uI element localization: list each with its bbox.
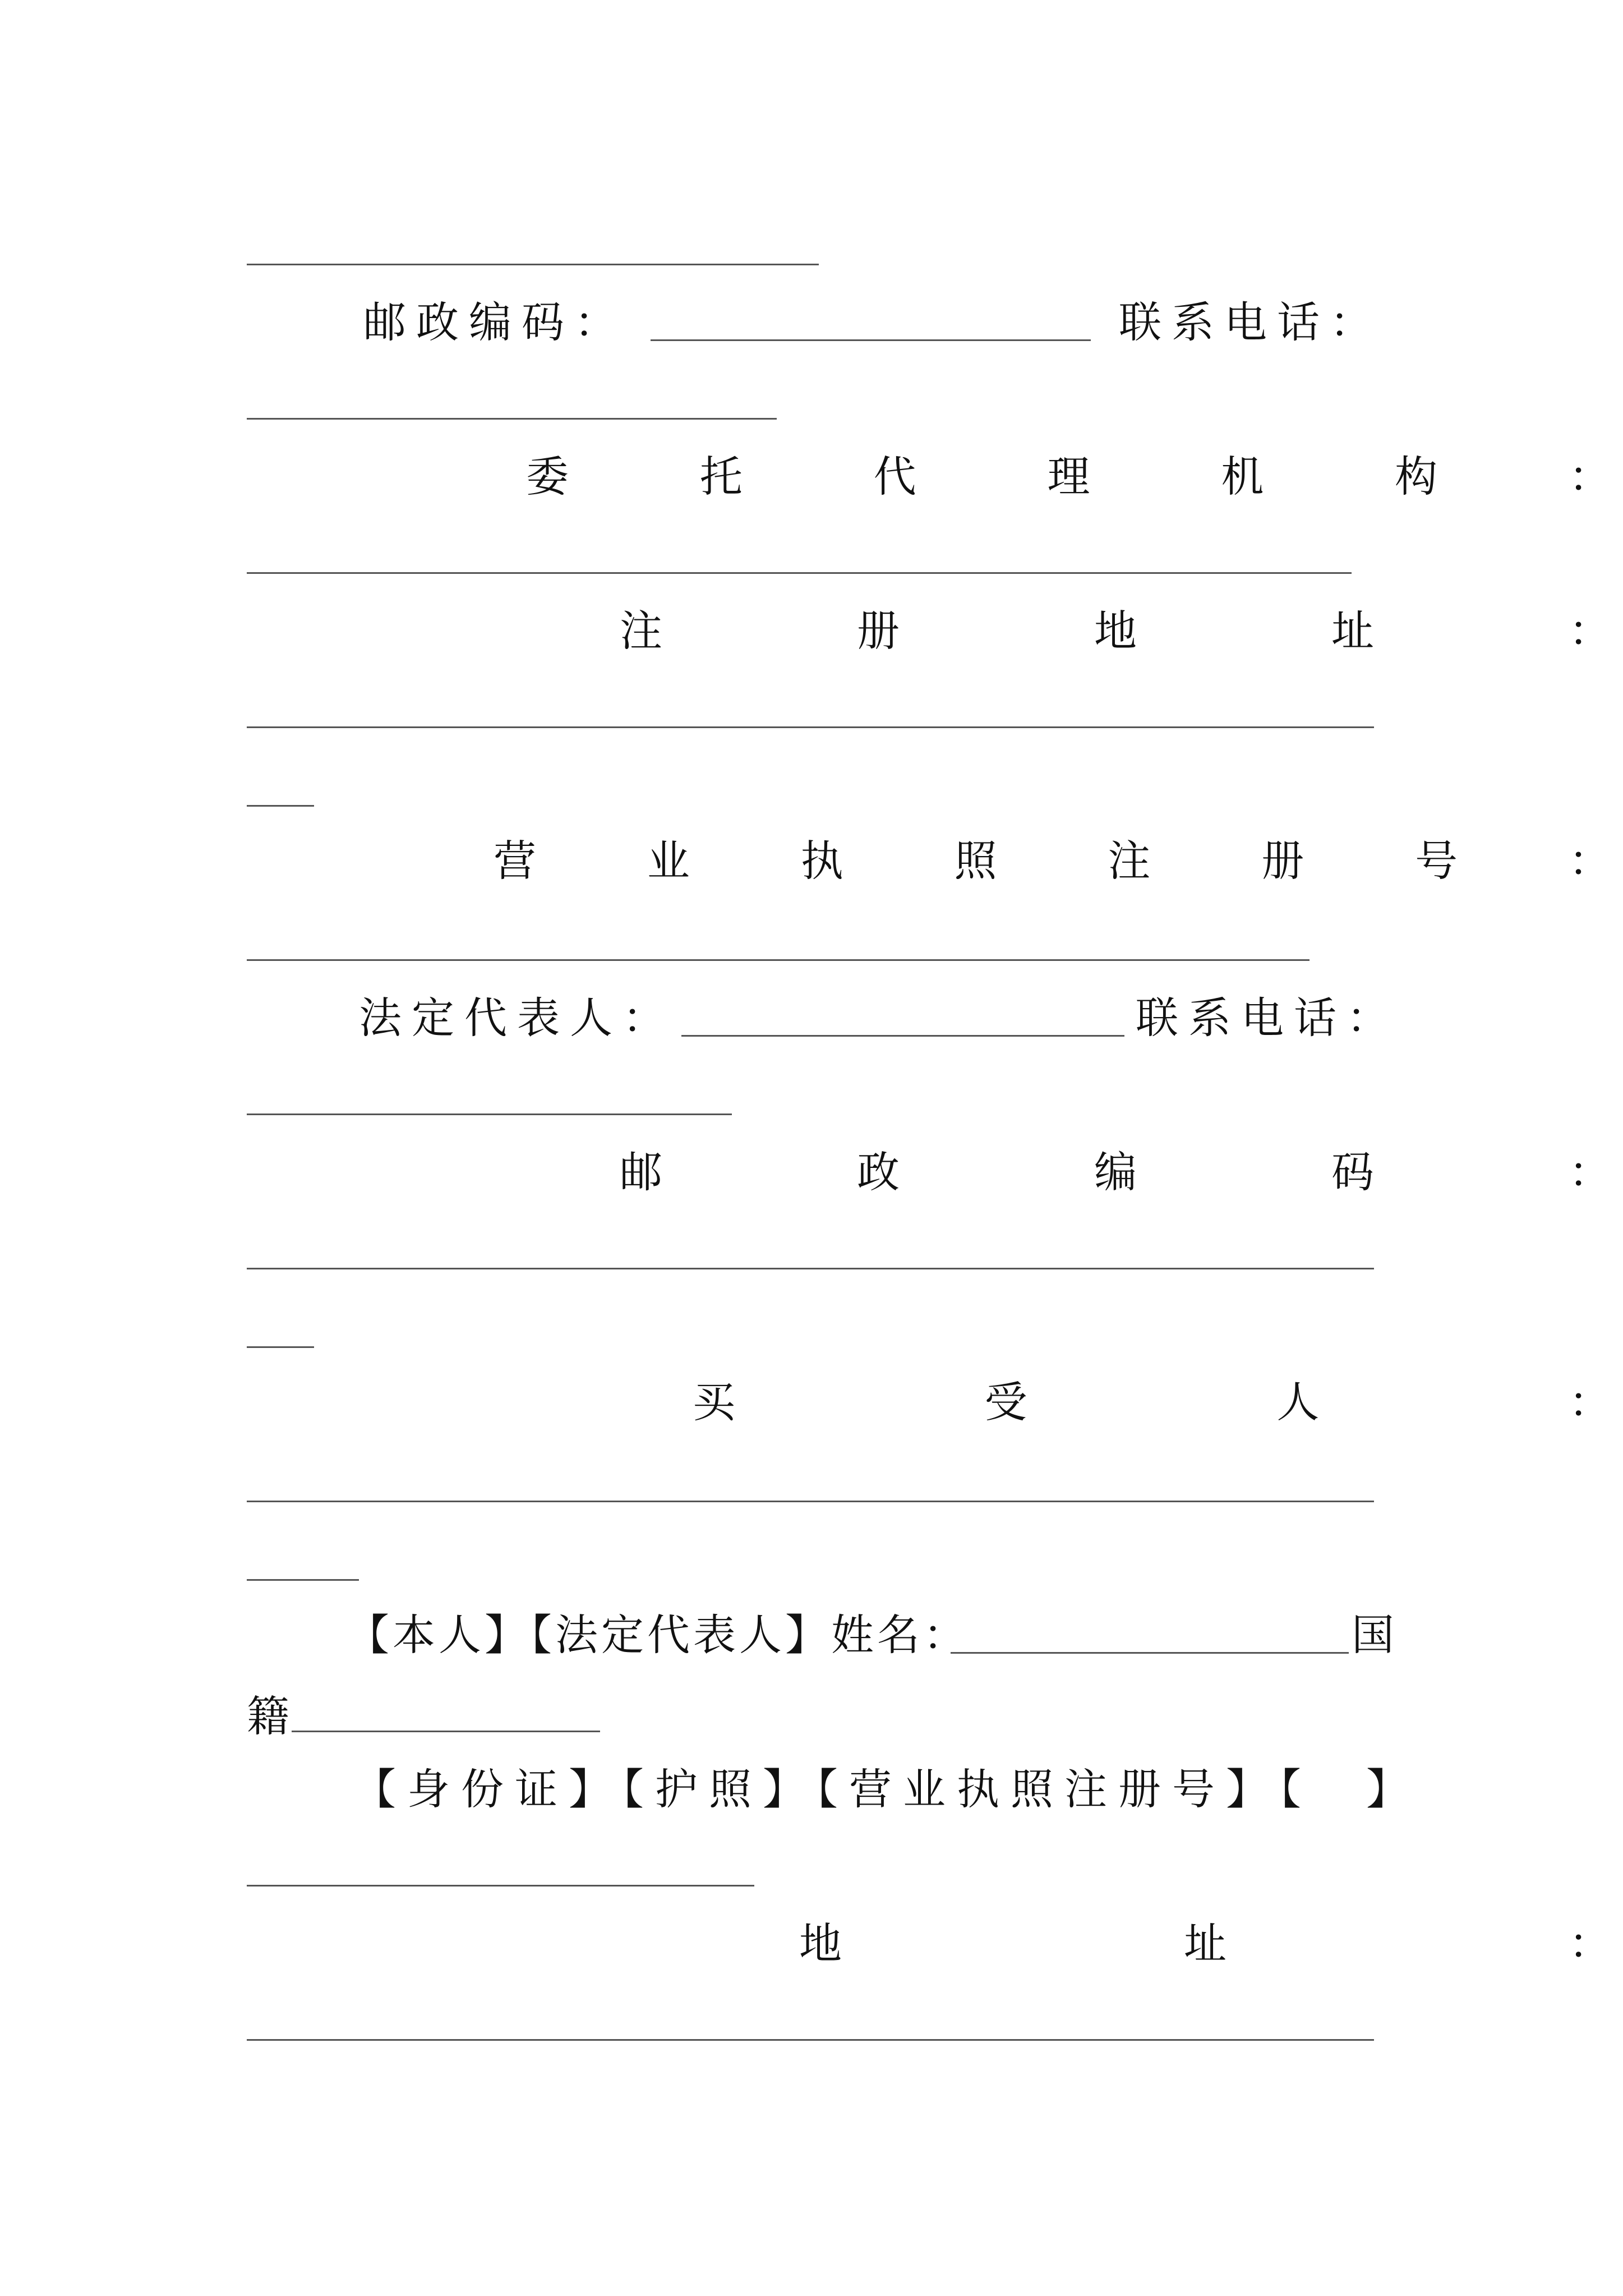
license-label-row: [247, 833, 1611, 889]
name-label: 【本人】【法定代表人】姓名：: [347, 1610, 969, 1660]
buyer-char: 人: [1276, 1377, 1320, 1427]
reg-address-char: 地: [1094, 606, 1137, 656]
id-number-blank[interactable]: [247, 1885, 754, 1887]
buyer-blank[interactable]: [247, 1501, 1374, 1502]
buyer-char: 买: [693, 1377, 735, 1427]
phone-blank[interactable]: [247, 418, 777, 420]
legal-rep-label: 法定代表人：: [359, 993, 675, 1043]
agency-label-row: [247, 449, 1611, 505]
colon: ：: [1568, 1377, 1611, 1427]
nationality-label-start: 国: [1352, 1610, 1394, 1660]
colon: ：: [1569, 1147, 1611, 1197]
buyer-char: 受: [984, 1377, 1027, 1427]
name-blank[interactable]: [951, 1652, 1349, 1654]
reg-address-label-row: [247, 603, 1611, 659]
reg-address-char: 址: [1331, 606, 1374, 656]
nationality-label-end: 籍: [247, 1691, 289, 1741]
agency-char: 托: [699, 452, 743, 501]
license-char: 业: [647, 836, 690, 886]
reg-address-blank-cont[interactable]: [247, 805, 314, 807]
id-type-label: 【身份证】【护照】【营业执照注册号】【 】: [353, 1764, 1420, 1814]
address-label-row: [247, 1916, 1611, 1972]
postal-char: 政: [857, 1147, 900, 1197]
reg-address-char: 注: [620, 606, 662, 656]
address-char: 址: [1184, 1918, 1227, 1968]
postal-char: 邮: [620, 1147, 662, 1197]
phone-label-2: 联系电话：: [1136, 993, 1399, 1043]
postal-char: 码: [1331, 1147, 1374, 1197]
legal-rep-blank[interactable]: [681, 1035, 1124, 1037]
license-char: 注: [1108, 836, 1151, 886]
postal-char: 编: [1094, 1147, 1137, 1197]
postal-code-blank-2-cont[interactable]: [247, 1346, 314, 1348]
license-blank[interactable]: [247, 959, 1310, 961]
colon: ：: [1568, 452, 1611, 501]
license-char: 册: [1261, 836, 1304, 886]
agency-char: 理: [1047, 452, 1090, 501]
colon: ：: [1569, 606, 1611, 656]
colon: ：: [1568, 836, 1611, 886]
postal-code-label-row: [247, 1144, 1611, 1200]
license-char: 营: [494, 836, 536, 886]
postal-code-label: 邮政编码：: [363, 297, 627, 347]
phone-label: 联系电话：: [1119, 297, 1382, 347]
reg-address-char: 册: [857, 606, 900, 656]
buyer-label-row: [247, 1374, 1611, 1430]
address-blank[interactable]: [247, 2039, 1374, 2041]
underline: [247, 264, 819, 265]
phone-blank-2[interactable]: [247, 1114, 732, 1115]
colon: ：: [1569, 1918, 1611, 1968]
agency-char: 代: [873, 452, 916, 501]
reg-address-blank[interactable]: [247, 726, 1374, 728]
license-char: 执: [800, 836, 843, 886]
agency-char: 机: [1221, 452, 1264, 501]
agency-char: 构: [1395, 452, 1438, 501]
address-char: 地: [799, 1918, 842, 1968]
postal-code-blank-2[interactable]: [247, 1268, 1374, 1269]
license-char: 号: [1415, 836, 1458, 886]
nationality-blank[interactable]: [292, 1731, 600, 1732]
agency-blank[interactable]: [247, 572, 1352, 574]
buyer-blank-cont[interactable]: [247, 1579, 359, 1581]
postal-code-blank[interactable]: [651, 339, 1091, 341]
agency-char: 委: [526, 452, 569, 501]
license-char: 照: [954, 836, 997, 886]
